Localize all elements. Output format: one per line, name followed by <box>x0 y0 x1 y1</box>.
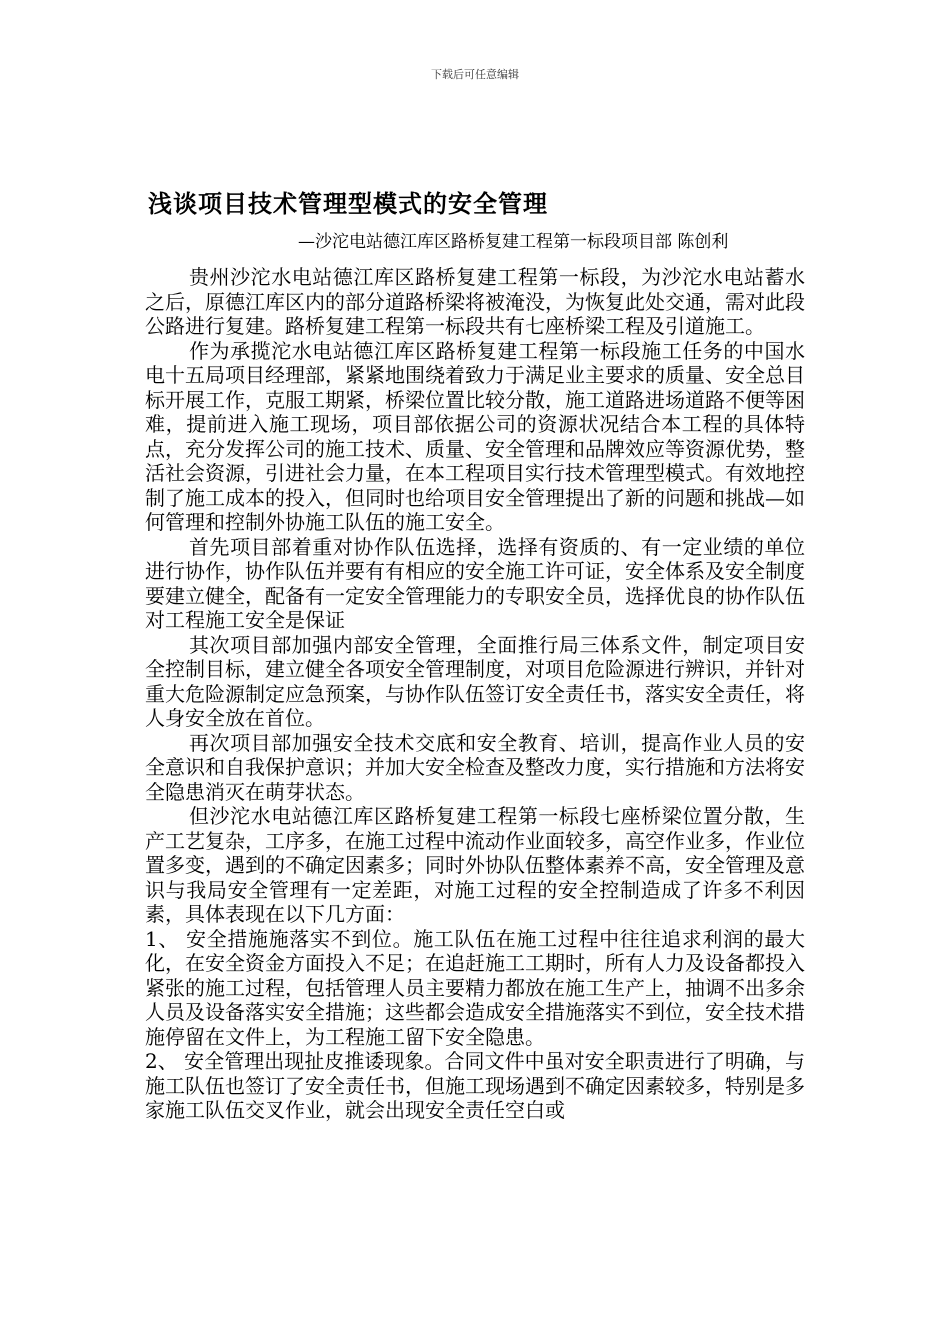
paragraph: 但沙沱水电站德江库区路桥复建工程第一标段七座桥梁位置分散，生产工艺复杂，工序多，在施工过程中流动作业面较多，高空作业多，作业位置多变，遇到的不确定因素多；同时外协队伍整体素养不高，安全管理及意识与我局安全管理有一定差距，对施工过程的安全控制造成了许多不利因素，具体表现在以下几方面： <box>145 804 805 926</box>
paragraph: 作为承揽沱水电站德江库区路桥复建工程第一标段施工任务的中国水电十五局项目经理部，紧紧地围绕着致力于满足业主要求的质量、安全总目标开展工作，克服工期紧，桥梁位置比较分散，施工道路进场道路不便等困难，提前进入施工现场，项目部依据公司的资源状况结合本工程的具体特点，充分发挥公司的施工技术、质量、安全管理和品牌效应等资源优势，整活社会资源，引进社会力量，在本工程项目实行技术管理型模式。有效地控制了施工成本的投入，但同时也给项目安全管理提出了新的问题和挑战—如何管理和控制外协施工队伍的施工安全。 <box>145 338 805 534</box>
paragraph: 再次项目部加强安全技术交底和安全教育、培训，提高作业人员的安全意识和自我保护意识；并加大安全检查及整改力度，实行措施和方法将安全隐患消灭在萌芽状态。 <box>145 730 805 804</box>
document-title: 浅谈项目技术管理型模式的安全管理 <box>148 190 548 218</box>
paragraph: 贵州沙沱水电站德江库区路桥复建工程第一标段，为沙沱水电站蓄水之后，原德江库区内的部分道路桥梁将被淹没，为恢复此处交通，需对此段公路进行复建。路桥复建工程第一标段共有七座桥梁工程及引道施工。 <box>145 265 805 338</box>
numbered-paragraph: 2、 安全管理出现扯皮推诿现象。合同文件中虽对安全职责进行了明确，与施工队伍也签订了安全责任书，但施工现场遇到不确定因素较多，特别是多家施工队伍交叉作业，就会出现安全责任空白或 <box>145 1049 805 1122</box>
header-note: 下载后可任意编辑 <box>431 68 519 81</box>
document-body <box>145 265 805 1123</box>
paragraph: 首先项目部着重对协作队伍选择，选择有资质的、有一定业绩的单位进行协作，协作队伍并要有有相应的安全施工许可证，安全体系及安全制度要建立健全，配备有一定安全管理能力的专职安全员，选择优良的协作队伍对工程施工安全是保证 <box>145 534 805 632</box>
numbered-paragraph: 1、 安全措施施落实不到位。施工队伍在施工过程中往往追求利润的最大化，在安全资金方面投入不足；在追赶施工工期时，所有人力及设备都投入紧张的施工过程，包括管理人员主要精力都放在施工生产上，抽调不出多余人员及设备落实安全措施；这些都会造成安全措施落实不到位，安全技术措施停留在文件上，为工程施工留下安全隐患。 <box>145 926 805 1049</box>
paragraph: 其次项目部加强内部安全管理，全面推行局三体系文件，制定项目安全控制目标，建立健全各项安全管理制度，对项目危险源进行辨识，并针对重大危险源制定应急预案，与协作队伍签订安全责任书，落实安全责任，将人身安全放在首位。 <box>145 632 805 730</box>
document-subtitle: —沙沱电站德江库区路桥复建工程第一标段项目部 陈创利 <box>298 232 729 252</box>
